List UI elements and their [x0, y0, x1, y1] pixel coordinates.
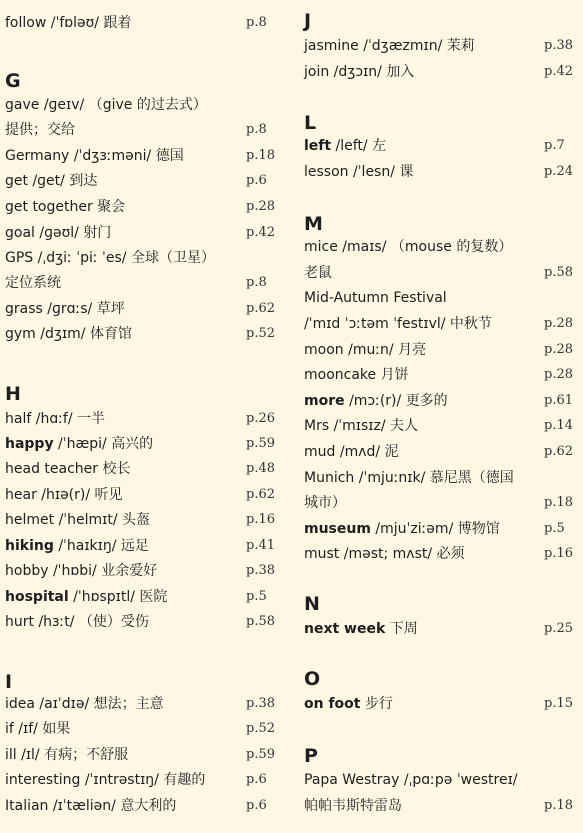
entry-chinese-meaning: 业余爱好	[101, 563, 158, 579]
entry-chinese-meaning: 老鼠	[304, 265, 332, 281]
entry-chinese-meaning: 医院	[139, 589, 168, 605]
glossary-entry	[5, 460, 130, 478]
entry-chinese-meaning: 月饼	[380, 367, 409, 383]
entry-word: happy	[5, 436, 54, 452]
entry-chinese-meaning: 一半	[77, 411, 106, 427]
entry-phonetic: /ˈmɪsɪz/	[333, 418, 386, 434]
entry-word: must	[304, 546, 340, 562]
entry-word: if	[5, 721, 14, 737]
entry-phonetic: /ˈfɒləʊ/	[50, 15, 99, 31]
entry-phonetic: /ɪˈtæliən/	[52, 798, 116, 814]
entry-word: more	[304, 393, 345, 409]
entry-phonetic: /hɪə(r)/	[41, 487, 91, 503]
entry-chinese-meaning: 有病；不舒服	[44, 747, 129, 763]
entry-chinese-meaning: 草坪	[96, 301, 125, 317]
entry-chinese-meaning: 高兴的	[111, 436, 154, 452]
entry-chinese-meaning: 如果	[42, 721, 71, 737]
glossary-entry	[304, 469, 514, 487]
entry-word: Munich	[304, 470, 355, 486]
entry-phonetic: /ɪl/	[21, 747, 40, 763]
entry-phonetic: /maɪs/	[342, 239, 387, 255]
entry-page-ref: p.38	[544, 38, 573, 53]
entry-phonetic: /mʌd/	[339, 444, 381, 460]
glossary-entry	[5, 588, 167, 606]
entry-chinese-meaning: 定位系统	[5, 275, 61, 291]
entry-continuation	[5, 121, 75, 139]
entry-chinese-meaning: 中秋节	[449, 316, 492, 332]
entry-word: Germany	[5, 148, 70, 164]
entry-page-ref: p.5	[246, 589, 267, 604]
entry-page-ref: p.16	[544, 546, 573, 561]
glossary-entry	[5, 720, 70, 738]
entry-page-ref: p.8	[246, 122, 267, 137]
glossary-entry	[304, 520, 500, 538]
entry-word: head teacher	[5, 461, 99, 477]
entry-phonetic: /ɪf/	[18, 721, 38, 737]
entry-page-ref: p.48	[246, 461, 275, 476]
entry-chinese-meaning: 步行	[364, 696, 393, 712]
glossary-entry	[5, 695, 164, 713]
section-letter: L	[304, 112, 317, 134]
entry-phonetic: /mɔː(r)/	[349, 393, 402, 409]
entry-phonetic: /ˈhɒspɪtl/	[73, 589, 135, 605]
entry-word: half	[5, 411, 32, 427]
glossary-entry	[5, 746, 128, 764]
glossary-entry	[304, 366, 409, 384]
glossary-entry	[304, 695, 393, 713]
entry-continuation	[304, 264, 332, 282]
entry-word: grass	[5, 301, 43, 317]
entry-page-ref: p.14	[544, 418, 573, 433]
entry-chinese-meaning: 城市）	[304, 495, 346, 511]
entry-word: ill	[5, 747, 17, 763]
glossary-entry	[5, 96, 207, 114]
entry-chinese-meaning: 到达	[69, 173, 98, 189]
entry-page-ref: p.16	[246, 512, 275, 527]
entry-word: mud	[304, 444, 336, 460]
entry-chinese-meaning: 有趣的	[163, 772, 206, 788]
glossary-entry	[304, 37, 475, 55]
entry-page-ref: p.58	[544, 265, 573, 280]
entry-phonetic: /muːn/	[348, 342, 394, 358]
entry-phonetic: /ˌdʒiː ˈpiː ˈes/	[37, 250, 127, 266]
glossary-entry	[5, 537, 149, 555]
section-letter: N	[304, 593, 320, 615]
glossary-entry	[5, 613, 149, 631]
glossary-entry	[304, 771, 518, 789]
entry-chinese-meaning: 左	[372, 138, 387, 154]
entry-page-ref: p.6	[246, 798, 267, 813]
entry-page-ref: p.59	[246, 747, 275, 762]
glossary-entry	[5, 172, 97, 190]
entry-page-ref: p.62	[544, 444, 573, 459]
entry-chinese-meaning: 校长	[102, 461, 131, 477]
entry-phonetic: /ɡrɑːs/	[47, 301, 93, 317]
entry-word: Italian	[5, 798, 49, 814]
section-letter: M	[304, 213, 323, 235]
entry-page-ref: p.38	[246, 696, 275, 711]
entry-chinese-meaning: 全球（卫星）	[130, 250, 215, 266]
entry-phonetic: /ˈɪntrəstɪŋ/	[84, 772, 159, 788]
glossary-entry	[304, 238, 512, 256]
entry-chinese-meaning: 聚会	[97, 199, 126, 215]
entry-page-ref: p.28	[544, 342, 573, 357]
entry-page-ref: p.6	[246, 772, 267, 787]
entry-chinese-meaning: 跟着	[103, 15, 132, 31]
entry-word: gym	[5, 326, 36, 342]
entry-chinese-meaning: 想法；主意	[93, 696, 164, 712]
entry-word: join	[304, 64, 330, 80]
entry-phonetic: /ˈhɒbi/	[52, 563, 97, 579]
entry-word: hobby	[5, 563, 49, 579]
entry-page-ref: p.18	[544, 495, 573, 510]
entry-chinese-meaning: 必须	[436, 546, 465, 562]
entry-chinese-meaning: 提供；交给	[5, 122, 75, 138]
glossary-entry	[304, 289, 447, 307]
entry-phonetic: /hɜːt/	[38, 614, 75, 630]
entry-chinese-meaning: 头盔	[122, 512, 151, 528]
entry-page-ref: p.52	[246, 721, 275, 736]
entry-page-ref: p.18	[544, 798, 573, 813]
entry-page-ref: p.8	[246, 275, 267, 290]
entry-chinese-meaning: 更多的	[405, 393, 448, 409]
glossary-entry	[304, 620, 418, 638]
entry-word: hear	[5, 487, 37, 503]
glossary-entry	[5, 147, 184, 165]
entry-page-ref: p.6	[246, 173, 267, 188]
entry-page-ref: p.26	[246, 411, 275, 426]
section-letter: O	[304, 668, 321, 690]
entry-word: get	[5, 173, 28, 189]
entry-page-ref: p.28	[544, 367, 573, 382]
entry-phonetic: /ˈhaɪkɪŋ/	[58, 538, 117, 554]
entry-word: GPS	[5, 250, 34, 266]
section-letter: I	[5, 671, 13, 693]
entry-word: goal	[5, 225, 35, 241]
entry-phonetic: /dʒɪm/	[40, 326, 86, 342]
entry-continuation	[304, 494, 346, 512]
glossary-entry	[304, 341, 426, 359]
entry-chinese-meaning: 博物馆	[457, 521, 500, 537]
entry-phonetic: /ˌpɑːpə ˈwestreɪ/	[403, 772, 518, 788]
entry-phonetic: /ˈdʒɜːməni/	[73, 148, 152, 164]
entry-word: hiking	[5, 538, 54, 554]
entry-page-ref: p.42	[246, 225, 275, 240]
entry-phonetic: /məst; mʌst/	[343, 546, 433, 562]
glossary-entry	[5, 435, 153, 453]
glossary-entry	[5, 410, 105, 428]
entry-page-ref: p.62	[246, 301, 275, 316]
section-letter: H	[5, 383, 21, 405]
glossary-entry	[5, 249, 215, 267]
entry-phonetic: /ɡeɪv/	[43, 97, 85, 113]
entry-word: museum	[304, 521, 371, 537]
entry-chinese-meaning: （使）受伤	[78, 614, 149, 630]
entry-chinese-meaning: （mouse 的复数）	[390, 239, 513, 255]
glossary-entry	[304, 417, 418, 435]
entry-word: idea	[5, 696, 35, 712]
entry-phonetic: /ˈhelmɪt/	[58, 512, 118, 528]
entry-phonetic: /ˈmjuːnɪk/	[358, 470, 426, 486]
entry-page-ref: p.52	[246, 326, 275, 341]
glossary-entry	[5, 224, 111, 242]
entry-phonetic: /ˈmɪd ˈɔːtəm ˈfestɪvl/	[304, 316, 446, 332]
glossary-entry	[5, 14, 131, 32]
section-letter: G	[5, 70, 21, 92]
entry-chinese-meaning: 加入	[386, 64, 415, 80]
section-letter: P	[304, 745, 318, 767]
entry-page-ref: p.28	[246, 199, 275, 214]
entry-continuation	[304, 797, 402, 815]
glossary-entry	[304, 163, 413, 181]
entry-chinese-meaning: 月亮	[398, 342, 427, 358]
entry-phonetic: /mjuˈziːəm/	[375, 521, 454, 537]
entry-chinese-meaning: 夫人	[390, 418, 419, 434]
entry-continuation	[304, 315, 492, 333]
entry-page-ref: p.25	[544, 621, 573, 636]
entry-word: gave	[5, 97, 40, 113]
entry-word: lesson	[304, 164, 349, 180]
entry-word: hospital	[5, 589, 69, 605]
entry-page-ref: p.58	[246, 614, 275, 629]
entry-chinese-meaning: 远足	[120, 538, 149, 554]
glossary-entry	[5, 325, 132, 343]
entry-word: interesting	[5, 772, 81, 788]
entry-phonetic: /ˈlesn/	[352, 164, 395, 180]
entry-page-ref: p.7	[544, 138, 565, 153]
entry-page-ref: p.15	[544, 696, 573, 711]
entry-page-ref: p.24	[544, 164, 573, 179]
entry-page-ref: p.38	[246, 563, 275, 578]
entry-chinese-meaning: 下周	[389, 621, 418, 637]
entry-chinese-meaning: （give 的过去式）	[88, 97, 207, 113]
entry-word: get together	[5, 199, 93, 215]
entry-chinese-meaning: 射门	[83, 225, 112, 241]
entry-chinese-meaning: 泥	[384, 444, 399, 460]
entry-page-ref: p.18	[246, 148, 275, 163]
entry-chinese-meaning: 茉莉	[446, 38, 475, 54]
entry-page-ref: p.8	[246, 15, 267, 30]
entry-word: moon	[304, 342, 344, 358]
entry-word: Mid-Autumn Festival	[304, 290, 447, 306]
entry-continuation	[5, 274, 61, 292]
entry-word: jasmine	[304, 38, 359, 54]
entry-phonetic: /hɑːf/	[35, 411, 73, 427]
entry-page-ref: p.5	[544, 521, 565, 536]
entry-phonetic: /ɡet/	[32, 173, 65, 189]
entry-page-ref: p.42	[544, 64, 573, 79]
entry-word: next week	[304, 621, 386, 637]
entry-page-ref: p.61	[544, 393, 573, 408]
entry-phonetic: /ɡəʊl/	[39, 225, 79, 241]
glossary-entry	[5, 511, 150, 529]
entry-word: mooncake	[304, 367, 377, 383]
entry-chinese-meaning: 慕尼黑（德国	[429, 470, 514, 486]
section-letter: J	[304, 10, 312, 32]
entry-word: hurt	[5, 614, 34, 630]
glossary-entry	[5, 797, 176, 815]
entry-phonetic: /dʒɔɪn/	[333, 64, 382, 80]
glossary-entry	[304, 545, 465, 563]
glossary-entry	[5, 198, 125, 216]
entry-page-ref: p.62	[246, 487, 275, 502]
entry-word: Mrs	[304, 418, 330, 434]
entry-word: on foot	[304, 696, 361, 712]
entry-word: follow	[5, 15, 47, 31]
glossary-entry	[304, 63, 414, 81]
entry-chinese-meaning: 课	[399, 164, 414, 180]
entry-word: left	[304, 138, 332, 154]
entry-word: mice	[304, 239, 338, 255]
entry-phonetic: /left/	[335, 138, 368, 154]
entry-word: helmet	[5, 512, 55, 528]
glossary-entry	[304, 443, 399, 461]
entry-phonetic: /ˈhæpi/	[58, 436, 107, 452]
entry-chinese-meaning: 意大利的	[120, 798, 177, 814]
glossary-entry	[304, 392, 448, 410]
entry-phonetic: /aɪˈdɪə/	[39, 696, 90, 712]
entry-page-ref: p.41	[246, 538, 275, 553]
glossary-entry	[304, 137, 386, 155]
entry-chinese-meaning: 德国	[155, 148, 184, 164]
entry-page-ref: p.28	[544, 316, 573, 331]
glossary-entry	[5, 300, 125, 318]
glossary-entry	[5, 486, 123, 504]
entry-page-ref: p.59	[246, 436, 275, 451]
entry-chinese-meaning: 体育馆	[89, 326, 132, 342]
entry-word: Papa Westray	[304, 772, 400, 788]
entry-phonetic: /ˈdʒæzmɪn/	[363, 38, 443, 54]
entry-chinese-meaning: 帕帕韦斯特雷岛	[304, 798, 402, 814]
glossary-entry	[5, 562, 157, 580]
glossary-entry	[5, 771, 205, 789]
entry-chinese-meaning: 听见	[94, 487, 123, 503]
